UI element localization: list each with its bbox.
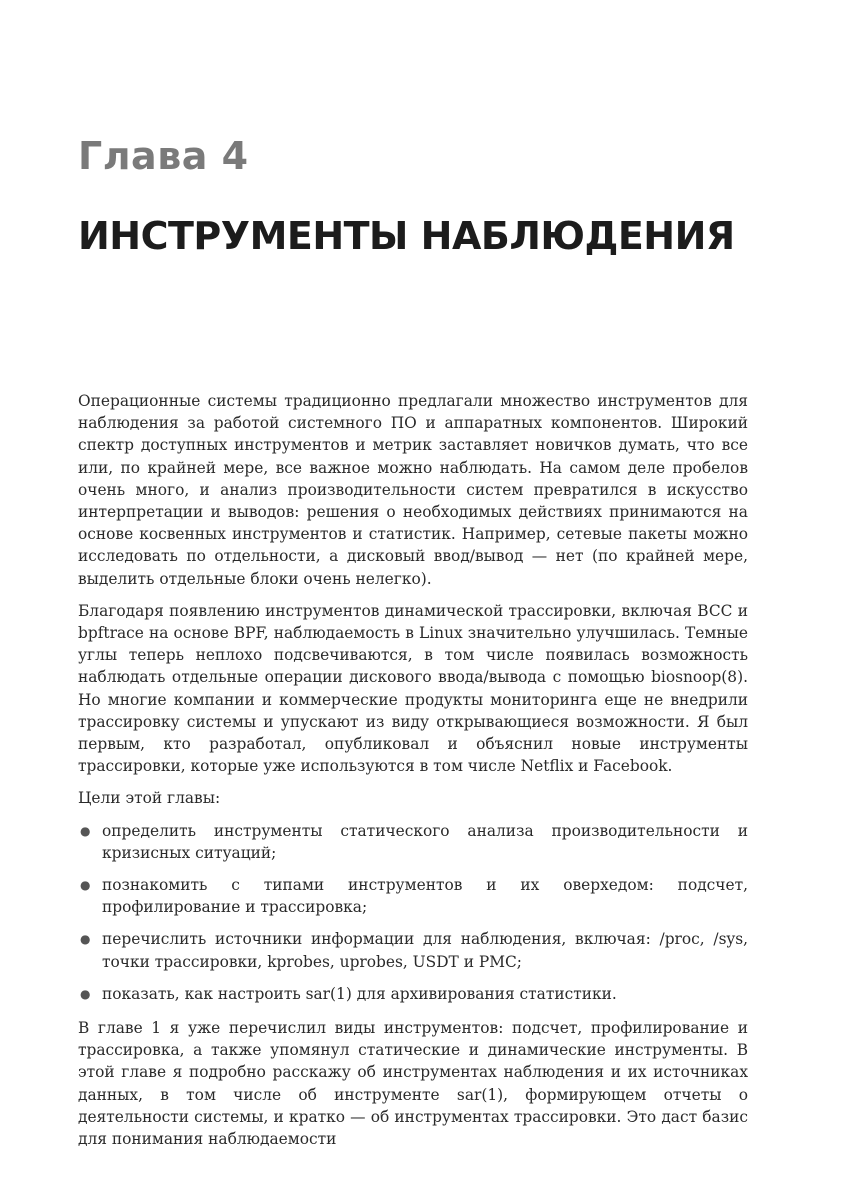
chapter-title: ИНСТРУМЕНТЫ НАБЛЮДЕНИЯ	[78, 214, 735, 258]
list-item	[78, 820, 748, 864]
bullet-icon: ●	[80, 823, 91, 838]
paragraph-goals-intro: Цели этой главы:	[78, 789, 221, 808]
chapter-number: Глава 4	[78, 134, 249, 178]
list-item-text: показать, как настроить sar(1) для архивирования статистики.	[102, 984, 617, 1003]
bullet-icon: ●	[80, 878, 91, 893]
paragraph-tracing: Благодаря появлению инструментов динамической трассировки, включая BCC и bpftrace на основе BPF, наблюдаемость в Linux значительно улучшилась. Темные углы теперь неплохо подсвечиваются, в том числе появилась возможность наблюдать отдельные операции дискового ввода/вывода с помощью biosnoop(8). Но многие компании и коммерческие продукты мониторинга еще не внедрили трассировку системы и упускают из виду открывающиеся возможности. Я был первым, кто разработал, опубликовал и объяснил новые инструменты трассировки, которые уже используются в том числе Netflix и Facebook.	[78, 601, 748, 776]
list-item	[78, 874, 748, 918]
bullet-icon: ●	[80, 932, 91, 947]
goals-list	[78, 820, 748, 1005]
list-item	[78, 928, 748, 972]
paragraph-intro: Операционные системы традиционно предлагали множество инструментов для наблюдения за работой системного ПО и аппаратных компонентов. Широкий спектр доступных инструментов и метрик заставляет новичков думать, что все или, по крайней мере, все важное можно наблюдать. На самом деле пробелов очень много, и анализ производительности систем превратился в искусство интерпретации и выводов: решения о необходимых действиях принимаются на основе косвенных инструментов и статистик. Например, сетевые пакеты можно исследовать по отдельности, а дисковый ввод/вывод — нет (по крайней мере, выделить отдельные блоки очень нелегко).	[78, 392, 748, 588]
paragraph-closing: В главе 1 я уже перечислил виды инструментов: подсчет, профилирование и трассировка, а также упомянул статические и динамические инструменты. В этой главе я подробно расскажу об инструментах наблюдения и их источниках данных, в том числе об инструменте sar(1), формирующем отчеты о деятельности системы, и кратко — об инструментах трассировки. Это даст базис для понимания наблюдаемости	[78, 1019, 748, 1149]
list-item-text: перечислить источники информации для наблюдения, включая: /proc, /sys, точки трассировки, kprobes, uprobes, USDT и PMC;	[102, 930, 748, 971]
list-item-text: определить инструменты статического анализа производительности и кризисных ситуаций;	[102, 821, 748, 862]
chapter-body	[78, 390, 748, 1160]
list-item	[78, 983, 748, 1005]
list-item-text: познакомить с типами инструментов и их оверхедом: подсчет, профилирование и трассировка;	[102, 876, 748, 917]
bullet-icon: ●	[80, 986, 91, 1001]
